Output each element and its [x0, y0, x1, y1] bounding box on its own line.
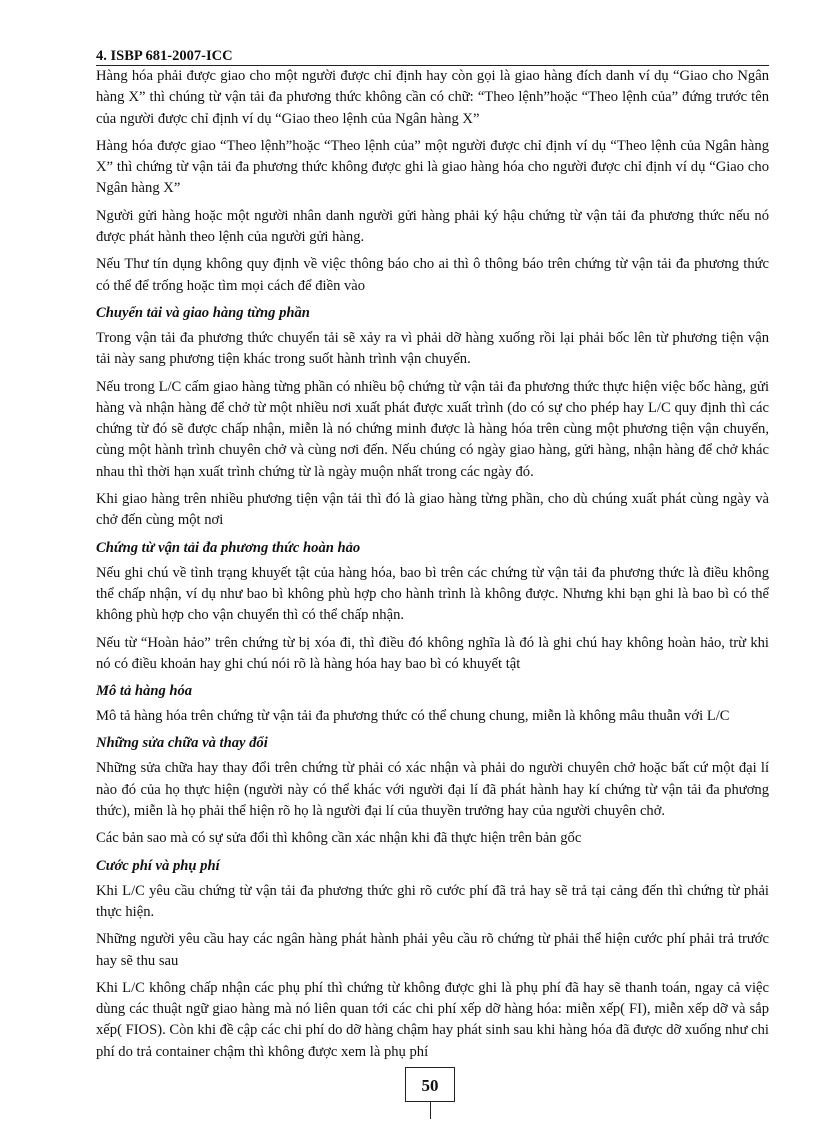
paragraph: Những sửa chữa hay thay đổi trên chứng từ phải có xác nhận và phải do người chuyên chở hoặc bất cứ một đại lí nào đó của họ thực hiện (người này có thể khác với người đại lí đã phát hành hay kí chứng từ vận tải đa phương thức), miễn là họ phải thể hiện rõ họ là người đại lí của thuyền trưởng hay của người chuyên chở. [96, 760, 769, 820]
page-number-tick [430, 1102, 431, 1119]
page-header: 4. ISBP 681-2007-ICC [96, 48, 769, 66]
section-heading: Chứng từ vận tải đa phương thức hoàn hảo [96, 539, 361, 556]
paragraph: Khi giao hàng trên nhiều phương tiện vận tải thì đó là giao hàng từng phần, cho dù chúng xuất phát cùng ngày và chở đến cùng một nơi [96, 491, 769, 529]
paragraph: Những người yêu cầu hay các ngân hàng phát hành phải yêu cầu rõ chứng từ phải thể hiện cước phí phải trả trước hay sẽ thu sau [96, 931, 769, 969]
section-heading: Mô tả hàng hóa [96, 683, 193, 700]
paragraph: Nếu từ “Hoàn hảo” trên chứng từ bị xóa đi, thì điều đó không nghĩa là đó là ghi chú hay không hoàn hảo, trừ khi nó có điều khoản hay ghi chú nói rõ là hàng hóa hay bao bì có khuyết tật [96, 634, 769, 672]
section-heading: Cước phí và phụ phí [96, 857, 220, 874]
paragraph: Hàng hóa được giao “Theo lệnh”hoặc “Theo lệnh của” một người được chỉ định ví dụ “Theo lệnh của Ngân hàng X” thì chứng từ vận tải đa phương thức không được ghi là giao hàng hóa cho người được chỉ định ví dụ “Giao cho Ngân hàng X” [96, 137, 769, 197]
paragraph: Khi L/C không chấp nhận các phụ phí thì chứng từ không được ghi là phụ phí đã hay sẽ thanh toán, ngay cả việc dùng các thuật ngữ giao hàng mà nó liên quan tới các chi phí xếp dỡ hàng hóa: miễn xếp( FI), miễn xếp dỡ và sắp xếp( FIOS). Còn khi đề cập các chi phí do dỡ hàng chậm hay phát sinh sau khi hàng hóa đã được dỡ xuống như chi phí do trả container chậm thì không được xem là phụ phí [96, 979, 769, 1060]
paragraph: Nếu trong L/C cấm giao hàng từng phần có nhiều bộ chứng từ vận tải đa phương thức thực hiện việc bốc hàng, gửi hàng và nhận hàng để chở từ một nhiều nơi xuất phát được xuất trình (do có sự cho phép hay L/C quy định thì các chứng từ đó sẽ được chấp nhận, miễn là nó chứng minh được là hàng hóa trên cùng một phương tiện vận chuyển, cùng một hành trình chuyên chở và cùng nơi đến. Nếu chúng có ngày giao hàng, gửi hàng, nhận hàng để chở khác nhau thì thời hạn xuất trình chứng từ là ngày muộn nhất trong các ngày đó. [96, 378, 769, 480]
section-heading: Chuyển tải và giao hàng từng phần [96, 304, 310, 321]
paragraph: Người gửi hàng hoặc một người nhân danh người gửi hàng phải ký hậu chứng từ vận tải đa phương thức nếu nó được phát hành theo lệnh của người gửi hàng. [96, 207, 769, 246]
page-number: 50 [405, 1067, 455, 1102]
paragraph: Hàng hóa phải được giao cho một người được chỉ định hay còn gọi là giao hàng đích danh ví dụ “Giao cho Ngân hàng X” thì chúng từ vận tải đa phương thức không cần có chữ: “Theo lệnh”hoặc “Theo lệnh của” đứng trước tên của người được chỉ định ví dụ “Giao theo lệnh của Ngân hàng X” [96, 68, 769, 127]
paragraph: Khi L/C yêu cầu chứng từ vận tải đa phương thức ghi rõ cước phí đã trả hay sẽ trả tại cảng đến thì chứng từ phải thực hiện. [96, 882, 769, 920]
section-heading: Những sửa chữa và thay đổi [96, 735, 268, 752]
paragraph: Các bản sao mà có sự sửa đổi thì không cần xác nhận khi đã thực hiện trên bản gốc [96, 830, 582, 847]
paragraph: Mô tả hàng hóa trên chứng từ vận tải đa phương thức có thể chung chung, miễn là không mâu thuẫn với L/C [96, 708, 730, 725]
paragraph: Nếu ghi chú về tình trạng khuyết tật của hàng hóa, bao bì trên các chứng từ vận tải đa phương thức là điều không thể chấp nhận, ví dụ như bao bì không phù hợp cho hành trình là không được. Nhưng khi bạn ghi là bao bì có thể không phù hợp cho vận chuyển thì có thể chấp nhận. [96, 564, 769, 624]
paragraph: Trong vận tải đa phương thức chuyển tải sẽ xảy ra vì phải dỡ hàng xuống rồi lại phải bốc lên từ phương tiện vận tải này sang phương tiện khác trong suốt hành trình vận chuyển. [96, 329, 769, 368]
document-body [96, 66, 769, 1069]
paragraph: Nếu Thư tín dụng không quy định về việc thông báo cho ai thì ô thông báo trên chứng từ vận tải đa phương thức có thể để trống hoặc tìm mọi cách để điền vào [96, 256, 769, 294]
